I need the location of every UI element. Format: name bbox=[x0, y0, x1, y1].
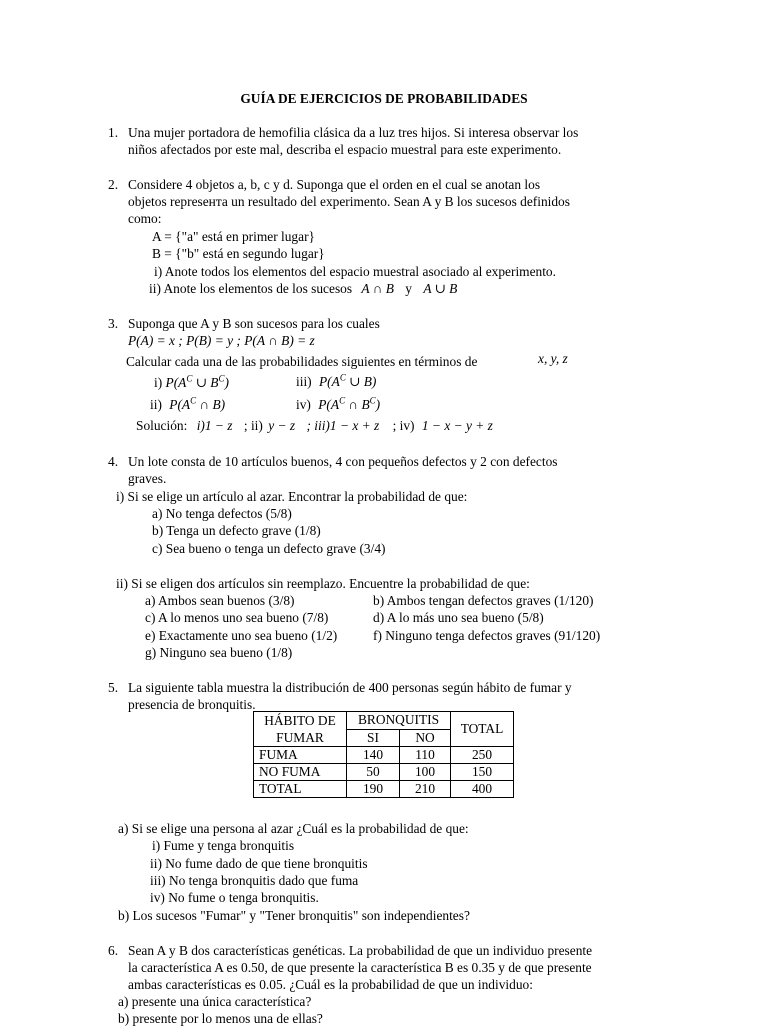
item-b: b) Ambos tengan defectos graves (1/120) bbox=[373, 593, 594, 608]
question-b: b) Los sucesos "Fumar" y "Tener bronquitis" son independientes? bbox=[118, 908, 470, 923]
set-definition-a: A = {"a" está en primer lugar} bbox=[152, 229, 315, 244]
exercise-text-line: presencia de bronquitis. bbox=[128, 697, 256, 712]
table-header-row bbox=[254, 712, 514, 730]
math-intersection: A ∩ B bbox=[361, 281, 394, 296]
exercise-text-line: Un lote consta de 10 artículos buenos, 4 con pequeños defectos y 2 con defectos bbox=[128, 454, 558, 469]
subitem-ii bbox=[150, 396, 225, 413]
header-habito-line1: HÁBITO DE bbox=[264, 713, 336, 728]
cell-total: 400 bbox=[451, 781, 514, 798]
subitem-iv bbox=[296, 396, 380, 413]
exercise-number: 6. bbox=[108, 943, 119, 958]
cell-total: 150 bbox=[451, 764, 514, 781]
header-no: NO bbox=[400, 729, 451, 747]
subitem-label: iii) bbox=[296, 374, 312, 389]
math-expression: $P(A^C$ ∩ $B^C$) bbox=[318, 395, 381, 412]
item-c: c) Sea bueno o tenga un defecto grave (3/4) bbox=[152, 541, 386, 556]
subitem-ii bbox=[149, 280, 457, 297]
exercise-text-line: como: bbox=[128, 211, 162, 226]
page-title: GUÍA DE EJERCICIOS DE PROBABILIDADES bbox=[240, 91, 528, 106]
item-b: b) Tenga un defecto grave (1/8) bbox=[152, 523, 321, 538]
question-a-ii: ii) No fume dado de que tiene bronquitis bbox=[150, 856, 368, 871]
question-a-iii: iii) No tenga bronquitis dado que fuma bbox=[150, 873, 359, 888]
solution-separator: ; ii) bbox=[243, 418, 263, 433]
question-a-iv: iv) No fume o tenga bronquitis. bbox=[150, 890, 319, 905]
subitem-i bbox=[154, 374, 229, 391]
solution-line bbox=[136, 417, 493, 434]
item-a: a) No tenga defectos (5/8) bbox=[152, 506, 292, 521]
table-row bbox=[254, 747, 514, 764]
table-row bbox=[254, 764, 514, 781]
header-bronquitis: BRONQUITIS bbox=[347, 712, 451, 730]
cell-si: 140 bbox=[347, 747, 400, 764]
math-expression: $P(A^C$ ∪ $B^C$) bbox=[165, 373, 229, 390]
item-f: f) Ninguno tenga defectos graves (91/120) bbox=[373, 628, 601, 643]
question-a: a) presente una única característica? bbox=[118, 994, 312, 1009]
solution-iii: ; iii)1 − x + z bbox=[306, 418, 380, 433]
solution-iv: 1 − x − y + z bbox=[421, 418, 493, 433]
exercise-text-line: La siguiente tabla muestra la distribución de 400 personas según hábito de fumar y bbox=[128, 680, 572, 695]
subitem-label: ii) bbox=[150, 397, 162, 412]
math-expression: $P(A^C$ ∪ B) bbox=[318, 372, 377, 389]
exercise-text-line: Suponga que A y B son sucesos para los cuales bbox=[128, 316, 380, 331]
set-definition-b: B = {"b" está en segundo lugar} bbox=[152, 246, 325, 261]
header-habito-line2: FUMAR bbox=[276, 730, 324, 745]
cell-no: 210 bbox=[400, 781, 451, 798]
math-expression: $P(A^C$ ∩ B) bbox=[169, 395, 226, 412]
cell-si: 190 bbox=[347, 781, 400, 798]
exercise-number: 4. bbox=[108, 454, 119, 469]
exercise-text-line: Una mujer portadora de hemofilia clásica da a luz tres hijos. Si interesa observar los bbox=[128, 125, 579, 140]
math-union: A ∪ B bbox=[423, 281, 458, 296]
bronquitis-table bbox=[253, 711, 514, 798]
exercise-number: 1. bbox=[108, 125, 119, 140]
exercise-number: 2. bbox=[108, 177, 119, 192]
item-d: d) A lo más uno sea bueno (5/8) bbox=[373, 610, 544, 625]
subitem-label: iv) bbox=[296, 397, 311, 412]
item-a: a) Ambos sean buenos (3/8) bbox=[145, 593, 295, 608]
variables: x, y, z bbox=[538, 351, 568, 366]
exercise-number: 5. bbox=[108, 680, 119, 695]
item-e: e) Exactamente uno sea bueno (1/2) bbox=[145, 628, 338, 643]
item-c: c) A lo menos uno sea bueno (7/8) bbox=[145, 610, 329, 625]
row-label: NO FUMA bbox=[254, 764, 347, 781]
exercise-text-line: graves. bbox=[128, 471, 167, 486]
question-a: a) Si se elige una persona al azar ¿Cuál es la probabilidad de que: bbox=[118, 821, 469, 836]
cell-si: 50 bbox=[347, 764, 400, 781]
exercise-text-line: Considere 4 objetos a, b, c y d. Suponga que el orden en el cual se anotan los bbox=[128, 177, 541, 192]
conjunction: y bbox=[405, 281, 412, 296]
question-b: b) presente por lo menos una de ellas? bbox=[118, 1011, 323, 1026]
exercise-text-line: ambas características es 0.05. ¿Cuál es la probabilidad de que un individuo: bbox=[128, 977, 533, 992]
subitem-ii-text: ii) Anote los elementos de los sucesos bbox=[149, 281, 353, 296]
subitem-label: i) bbox=[154, 375, 163, 390]
header-habito bbox=[254, 712, 347, 747]
probability-definitions: P(A) = x ; P(B) = y ; P(A ∩ B) = z bbox=[128, 333, 315, 348]
subitem-iii bbox=[296, 373, 376, 390]
exercise-text-line: Sean A y B dos características genéticas. La probabilidad de que un individuo presente bbox=[128, 943, 593, 958]
part-ii-heading: ii) Si se eligen dos artículos sin reemplazo. Encuentre la probabilidad de que: bbox=[116, 576, 530, 591]
cell-no: 100 bbox=[400, 764, 451, 781]
solution-i: i)1 − z bbox=[196, 418, 233, 433]
row-label: FUMA bbox=[254, 747, 347, 764]
solution-separator: ; iv) bbox=[392, 418, 415, 433]
header-si: SI bbox=[347, 729, 400, 747]
part-i-heading: i) Si se elige un artículo al azar. Encontrar la probabilidad de que: bbox=[116, 489, 468, 504]
cell-no: 110 bbox=[400, 747, 451, 764]
item-g: g) Ninguno sea bueno (1/8) bbox=[145, 645, 293, 660]
table-row bbox=[254, 781, 514, 798]
exercise-text-line: objetos represента un resultado del experimento. Sean A y B los sucesos definidos bbox=[128, 194, 570, 209]
row-label: TOTAL bbox=[254, 781, 347, 798]
cell-total: 250 bbox=[451, 747, 514, 764]
exercise-text-line: la característica A es 0.50, de que presente la característica B es 0.35 y de que presente bbox=[128, 960, 592, 975]
solution-ii: y − z bbox=[268, 418, 296, 433]
question-a-i: i) Fume y tenga bronquitis bbox=[152, 838, 295, 853]
subitem-i: i) Anote todos los elementos del espacio muestral asociado al experimento. bbox=[154, 264, 556, 279]
exercise-number: 3. bbox=[108, 316, 119, 331]
header-total: TOTAL bbox=[451, 712, 514, 747]
exercise-text-line: niños afectados por este mal, describa el espacio muestral para este experimento. bbox=[128, 142, 562, 157]
solution-label: Solución: bbox=[136, 418, 188, 433]
exercise-text-line: Calcular cada una de las probabilidades siguientes en términos de bbox=[126, 354, 478, 369]
